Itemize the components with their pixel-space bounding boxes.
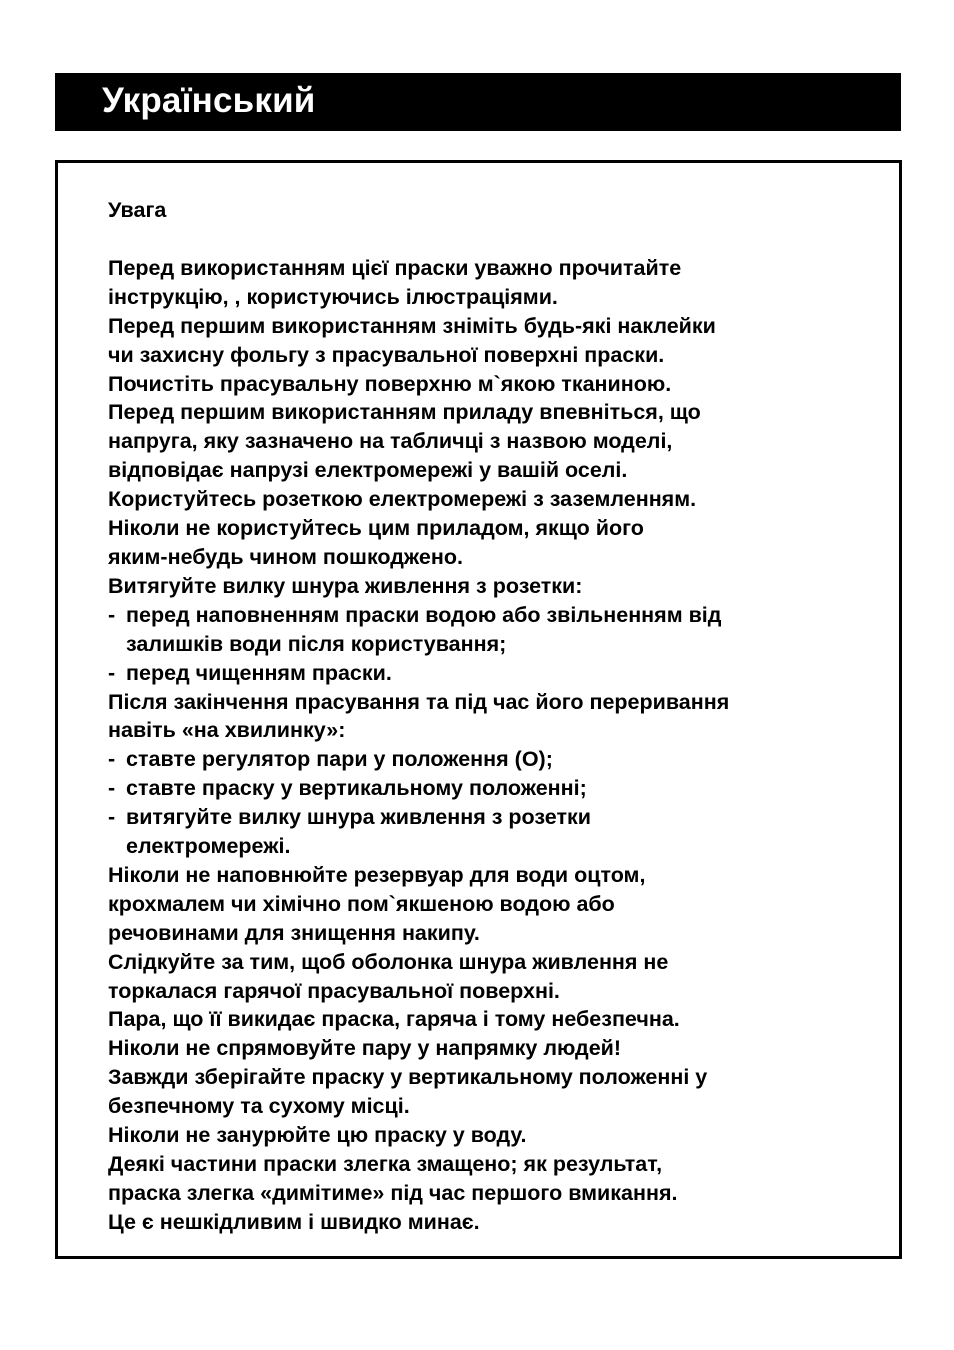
- bullet-text: витягуйте вилку шнура живлення з розетки: [126, 805, 591, 830]
- bullet-text: перед наповненням праски водою або звільненням від: [126, 602, 722, 627]
- instruction-line: інструкцію, , користуючись ілюстраціями.: [108, 284, 558, 309]
- instruction-line: навіть «на хвилинку»:: [108, 718, 346, 743]
- language-header-bar: [55, 73, 901, 131]
- instruction-line: Ніколи не спрямовуйте пару у напрямку людей!: [108, 1036, 622, 1061]
- instruction-line: Ніколи не занурюйте цю праску у воду.: [108, 1123, 527, 1148]
- instruction-line: Слідкуйте за тим, щоб оболонка шнура живлення не: [108, 949, 669, 974]
- warning-heading: Увага: [108, 198, 167, 222]
- instruction-line: праска злегка «димітиме» під час першого вмикання.: [108, 1180, 678, 1205]
- instruction-line: Після закінчення прасування та під час його переривання: [108, 689, 730, 714]
- instruction-line: Завжди зберігайте праску у вертикальному положенні у: [108, 1065, 708, 1090]
- instruction-line: безпечному та сухому місці.: [108, 1094, 410, 1119]
- bullet-text: ставте регулятор пари у положення (О);: [126, 747, 553, 772]
- bullet-dash: -: [108, 776, 116, 801]
- instruction-line: відповідає напрузі електромережі у вашій оселі.: [108, 458, 628, 483]
- bullet-continuation: залишків води після користування;: [126, 631, 507, 656]
- instruction-line: Ніколи не наповнюйте резервуар для води оцтом,: [108, 862, 646, 887]
- warning-content: [108, 196, 888, 1237]
- warning-lines: [108, 254, 888, 1237]
- instruction-line: напруга, яку зазначено на табличці з назвою моделі,: [108, 429, 673, 454]
- bullet-continuation: електромережі.: [126, 834, 291, 859]
- bullet-item: [108, 803, 888, 832]
- bullet-item: [108, 774, 888, 803]
- instruction-line: Перед використанням цієї праски уважно прочитайте: [108, 255, 682, 280]
- instruction-line: Деякі частини праски злегка змащено; як результат,: [108, 1152, 663, 1176]
- instruction-line: Витягуйте вилку шнура живлення з розетки:: [108, 573, 583, 598]
- instruction-line: Це є нешкідливим і швидко минає.: [108, 1209, 480, 1234]
- instruction-line: крохмалем чи хімічно пом`якшеною водою або: [108, 891, 615, 916]
- instruction-line: речовинами для знищення накипу.: [108, 920, 480, 945]
- instruction-line: яким-небудь чином пошкоджено.: [108, 544, 463, 569]
- bullet-text: ставте праску у вертикальному положенні;: [126, 776, 587, 801]
- instruction-line: Ніколи не користуйтесь цим приладом, якщо його: [108, 516, 644, 541]
- bullet-item: [108, 659, 888, 688]
- instruction-line: торкалася гарячої прасувальної поверхні.: [108, 978, 560, 1003]
- warning-box: [55, 160, 902, 1259]
- instruction-line: Пара, що її викидає праска, гаряча і тому небезпечна.: [108, 1007, 680, 1032]
- instruction-line: Перед першим використанням зніміть будь-які наклейки: [108, 313, 716, 338]
- instruction-line: Перед першим використанням приладу впевніться, що: [108, 400, 701, 425]
- bullet-dash: -: [108, 805, 116, 830]
- bullet-dash: -: [108, 602, 116, 627]
- bullet-dash: -: [108, 660, 116, 685]
- instruction-line: Почистіть прасувальну поверхню м`якою тканиною.: [108, 371, 672, 396]
- bullet-text: перед чищенням праски.: [126, 660, 392, 685]
- bullet-item: [108, 745, 888, 774]
- bullet-item: [108, 601, 888, 630]
- instruction-line: чи захисну фольгу з прасувальної поверхні праски.: [108, 342, 665, 367]
- language-title: Український: [102, 81, 316, 120]
- bullet-dash: -: [108, 747, 116, 772]
- instruction-line: Користуйтесь розеткою електромережі з заземленням.: [108, 487, 697, 512]
